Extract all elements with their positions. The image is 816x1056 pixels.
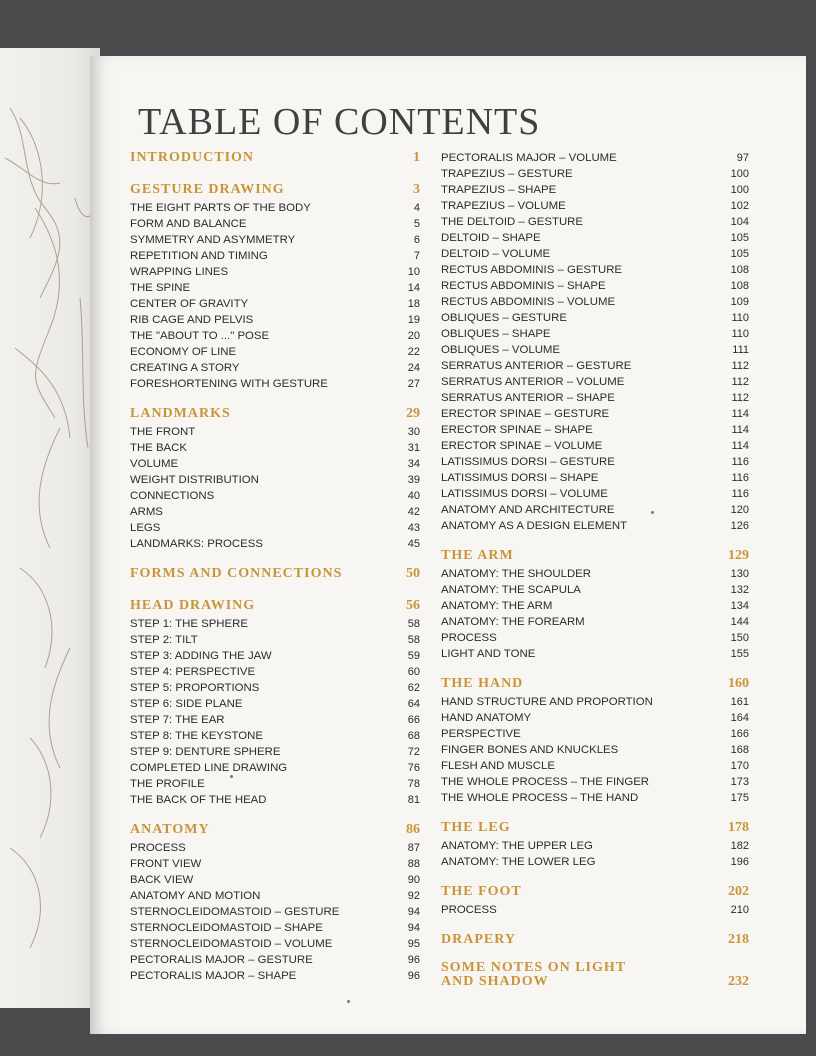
toc-entry[interactable]	[130, 344, 420, 360]
toc-entry-title: ERECTOR SPINAE – GESTURE	[441, 408, 610, 420]
toc-entry-title: PROCESS	[130, 842, 186, 854]
toc-entry-title: LATISSIMUS DORSI – GESTURE	[441, 456, 615, 468]
toc-section-heading[interactable]	[441, 960, 751, 992]
toc-entry-title: COMPLETED LINE DRAWING	[130, 762, 288, 774]
toc-page-number: 45	[407, 538, 420, 550]
toc-page-number: 78	[407, 778, 420, 790]
toc-entry[interactable]	[441, 262, 751, 278]
toc-entry[interactable]	[441, 614, 751, 630]
section-gap	[130, 552, 420, 562]
toc-entry-title: FRONT VIEW	[130, 858, 202, 870]
gesture-sketch-lines	[0, 48, 100, 1008]
toc-entry[interactable]	[130, 968, 420, 984]
page-title: TABLE OF CONTENTS	[138, 101, 541, 143]
toc-page-number: 112	[731, 392, 749, 404]
toc-entry-title: STEP 5: PROPORTIONS	[130, 682, 260, 694]
toc-page-number: 175	[730, 792, 749, 804]
toc-page-number: 178	[728, 820, 749, 835]
toc-page-number: 116	[731, 488, 749, 500]
toc-section-heading[interactable]	[130, 818, 420, 840]
toc-section-heading[interactable]	[130, 178, 420, 200]
toc-entry[interactable]	[130, 744, 420, 760]
toc-entry[interactable]	[130, 856, 420, 872]
toc-entry-title: GESTURE DRAWING	[130, 182, 285, 197]
toc-page-number: 109	[730, 296, 749, 308]
section-gap	[130, 808, 420, 818]
toc-page-number: 210	[730, 904, 749, 916]
toc-page-number: 111	[732, 344, 749, 356]
toc-entry-title: ANATOMY AND MOTION	[130, 890, 261, 902]
toc-page-number: 3	[413, 182, 420, 197]
toc-entry[interactable]	[441, 598, 751, 614]
toc-entry-title: HAND STRUCTURE AND PROPORTION	[441, 696, 653, 708]
toc-page-number: 102	[730, 200, 749, 212]
toc-entry[interactable]	[130, 440, 420, 456]
toc-entry[interactable]	[130, 264, 420, 280]
toc-entry[interactable]	[130, 328, 420, 344]
toc-entry[interactable]	[441, 582, 751, 598]
section-gap	[441, 806, 751, 816]
toc-entry[interactable]	[441, 902, 751, 918]
toc-page-number: 90	[407, 874, 420, 886]
toc-entry[interactable]	[130, 760, 420, 776]
toc-entry[interactable]	[130, 280, 420, 296]
toc-entry[interactable]	[130, 872, 420, 888]
toc-page-number: 114	[731, 408, 749, 420]
toc-page-number: 134	[730, 600, 749, 612]
toc-entry-title: STEP 3: ADDING THE JAW	[130, 650, 272, 662]
toc-page-number: 58	[407, 634, 420, 646]
toc-entry-title: TRAPEZIUS – VOLUME	[441, 200, 566, 212]
toc-entry-title: LATISSIMUS DORSI – SHAPE	[441, 472, 599, 484]
toc-entry[interactable]	[441, 518, 751, 534]
toc-entry[interactable]	[130, 376, 420, 392]
toc-entry-title: PECTORALIS MAJOR – VOLUME	[441, 152, 617, 164]
toc-entry-title: REPETITION AND TIMING	[130, 250, 268, 262]
toc-entry[interactable]	[441, 374, 751, 390]
toc-page-number: 29	[406, 406, 420, 421]
toc-page-number: 19	[407, 314, 420, 326]
toc-page-number: 164	[730, 712, 749, 724]
toc-page-number: 161	[730, 696, 749, 708]
toc-section-heading[interactable]	[441, 816, 751, 838]
toc-page-number: 42	[407, 506, 420, 518]
toc-entry-title: ANATOMY: THE LOWER LEG	[441, 856, 596, 868]
toc-entry-title: THE FOOT	[441, 884, 522, 899]
toc-page-number: 108	[730, 264, 749, 276]
toc-page-number: 110	[731, 328, 749, 340]
toc-entry-title: ERECTOR SPINAE – VOLUME	[441, 440, 603, 452]
toc-section-heading[interactable]	[441, 672, 751, 694]
toc-entry-title: SERRATUS ANTERIOR – VOLUME	[441, 376, 625, 388]
toc-page-number: 94	[407, 922, 420, 934]
toc-page-number: 60	[407, 666, 420, 678]
toc-entry[interactable]	[441, 342, 751, 358]
toc-page-number: 24	[407, 362, 420, 374]
toc-entry-title: THE "ABOUT TO ..." POSE	[130, 330, 270, 342]
toc-entry[interactable]	[441, 406, 751, 422]
toc-entry-title: THE ARM	[441, 548, 514, 563]
toc-entry-title: THE BACK OF THE HEAD	[130, 794, 267, 806]
toc-entry-title: STERNOCLEIDOMASTOID – GESTURE	[130, 906, 340, 918]
toc-page-number: 95	[407, 938, 420, 950]
toc-entry[interactable]	[441, 310, 751, 326]
toc-section-heading[interactable]	[130, 562, 420, 584]
toc-page-number: 126	[730, 520, 749, 532]
toc-page-number: 105	[730, 232, 749, 244]
toc-entry-title: LEGS	[130, 522, 161, 534]
section-gap	[130, 392, 420, 402]
toc-entry[interactable]	[441, 774, 751, 790]
toc-entry-title: DRAPERY	[441, 932, 516, 947]
toc-entry[interactable]	[130, 952, 420, 968]
toc-entry[interactable]	[441, 326, 751, 342]
toc-entry-title: SERRATUS ANTERIOR – SHAPE	[441, 392, 615, 404]
toc-page-number: 56	[406, 598, 420, 613]
toc-entry[interactable]	[441, 646, 751, 662]
toc-entry-title: STERNOCLEIDOMASTOID – VOLUME	[130, 938, 333, 950]
toc-entry-title: STEP 6: SIDE PLANE	[130, 698, 243, 710]
toc-entry-title: SYMMETRY AND ASYMMETRY	[130, 234, 296, 246]
toc-entry-title: THE SPINE	[130, 282, 191, 294]
toc-page-number: 64	[407, 698, 420, 710]
toc-section-heading[interactable]	[441, 928, 751, 950]
toc-page-number: 182	[730, 840, 749, 852]
toc-page-number: 105	[730, 248, 749, 260]
toc-entry-title: CONNECTIONS	[130, 490, 215, 502]
toc-entry[interactable]	[441, 854, 751, 870]
toc-page-number: 86	[406, 822, 420, 837]
section-gap	[441, 870, 751, 880]
toc-entry-title-line2: AND SHADOW	[441, 974, 549, 989]
toc-entry[interactable]	[130, 536, 420, 552]
toc-entry-title: ECONOMY OF LINE	[130, 346, 237, 358]
toc-page-number: 22	[407, 346, 420, 358]
toc-entry[interactable]	[441, 566, 751, 582]
section-gap	[441, 534, 751, 544]
toc-entry[interactable]	[130, 504, 420, 520]
toc-page-number: 88	[407, 858, 420, 870]
toc-entry[interactable]	[130, 232, 420, 248]
toc-section-heading[interactable]	[130, 594, 420, 616]
toc-entry-title: RECTUS ABDOMINIS – GESTURE	[441, 264, 623, 276]
toc-page-number: 130	[730, 568, 749, 580]
toc-entry-title: THE DELTOID – GESTURE	[441, 216, 583, 228]
toc-right-column	[441, 150, 751, 992]
toc-entry-title: HEAD DRAWING	[130, 598, 256, 613]
toc-entry-title: LIGHT AND TONE	[441, 648, 536, 660]
toc-entry[interactable]	[441, 358, 751, 374]
toc-entry-title: LATISSIMUS DORSI – VOLUME	[441, 488, 608, 500]
toc-entry-title: OBLIQUES – GESTURE	[441, 312, 567, 324]
toc-entry-title: HAND ANATOMY	[441, 712, 532, 724]
toc-entry[interactable]	[441, 294, 751, 310]
toc-entry[interactable]	[130, 632, 420, 648]
toc-page-number: 116	[731, 472, 749, 484]
toc-page-number: 94	[407, 906, 420, 918]
toc-entry-title: LANDMARKS: PROCESS	[130, 538, 263, 550]
toc-entry-title: PECTORALIS MAJOR – SHAPE	[130, 970, 297, 982]
toc-entry-title: ANATOMY	[130, 822, 210, 837]
toc-entry[interactable]	[441, 246, 751, 262]
toc-page-number: 96	[407, 970, 420, 982]
toc-page-number: 81	[407, 794, 420, 806]
toc-entry-title: CREATING A STORY	[130, 362, 240, 374]
toc-entry-title: ANATOMY: THE SCAPULA	[441, 584, 581, 596]
toc-entry[interactable]	[130, 248, 420, 264]
toc-entry[interactable]	[441, 422, 751, 438]
toc-entry-title: ANATOMY: THE FOREARM	[441, 616, 585, 628]
toc-page-number: 43	[407, 522, 420, 534]
toc-page-number: 30	[407, 426, 420, 438]
toc-entry[interactable]	[130, 360, 420, 376]
toc-entry-title: SOME NOTES ON LIGHT	[441, 960, 627, 975]
toc-page-number: 27	[407, 378, 420, 390]
toc-entry[interactable]	[130, 904, 420, 920]
toc-entry[interactable]	[130, 840, 420, 856]
toc-entry-title: BACK VIEW	[130, 874, 194, 886]
toc-entry-title: DELTOID – SHAPE	[441, 232, 541, 244]
toc-page-number: 31	[407, 442, 420, 454]
toc-entry-title: INTRODUCTION	[130, 150, 255, 165]
toc-entry[interactable]	[130, 456, 420, 472]
toc-entry-title: STEP 2: TILT	[130, 634, 198, 646]
toc-page-number: 39	[407, 474, 420, 486]
toc-entry[interactable]	[130, 216, 420, 232]
toc-entry-title: OBLIQUES – SHAPE	[441, 328, 551, 340]
toc-entry-title: PECTORALIS MAJOR – GESTURE	[130, 954, 313, 966]
toc-entry-title: OBLIQUES – VOLUME	[441, 344, 561, 356]
toc-entry-title: FORMS AND CONNECTIONS	[130, 566, 343, 581]
toc-entry[interactable]	[441, 502, 751, 518]
toc-entry[interactable]	[130, 648, 420, 664]
toc-entry[interactable]	[130, 200, 420, 216]
toc-entry-title: PROCESS	[441, 904, 497, 916]
toc-entry[interactable]	[441, 438, 751, 454]
toc-entry[interactable]	[130, 776, 420, 792]
toc-page-number: 170	[730, 760, 749, 772]
toc-entry-title: STEP 9: DENTURE SPHERE	[130, 746, 281, 758]
toc-entry[interactable]	[130, 312, 420, 328]
toc-entry-title: PROCESS	[441, 632, 497, 644]
toc-entry[interactable]	[130, 424, 420, 440]
toc-page-number: 112	[731, 360, 749, 372]
toc-page-number: 68	[407, 730, 420, 742]
toc-entry[interactable]	[441, 470, 751, 486]
toc-page-number: 6	[413, 234, 420, 246]
toc-entry[interactable]	[441, 486, 751, 502]
facing-page-sketch	[0, 48, 100, 1008]
toc-entry-title: ANATOMY: THE SHOULDER	[441, 568, 592, 580]
toc-entry[interactable]	[441, 390, 751, 406]
toc-page-number: 232	[728, 974, 749, 989]
section-gap	[441, 918, 751, 928]
toc-page-number: 76	[407, 762, 420, 774]
toc-entry-title: STEP 1: THE SPHERE	[130, 618, 248, 630]
toc-entry[interactable]	[441, 230, 751, 246]
section-gap	[441, 662, 751, 672]
toc-entry[interactable]	[441, 726, 751, 742]
toc-entry[interactable]	[130, 696, 420, 712]
toc-page-number: 150	[730, 632, 749, 644]
toc-entry-title: THE PROFILE	[130, 778, 205, 790]
toc-entry[interactable]	[130, 936, 420, 952]
toc-entry[interactable]	[130, 520, 420, 536]
toc-entry[interactable]	[130, 616, 420, 632]
toc-entry-title: ANATOMY AS A DESIGN ELEMENT	[441, 520, 628, 532]
section-gap	[441, 950, 751, 960]
toc-page-number: 72	[407, 746, 420, 758]
toc-entry[interactable]	[441, 454, 751, 470]
toc-entry[interactable]	[441, 214, 751, 230]
toc-entry[interactable]	[441, 166, 751, 182]
toc-entry[interactable]	[130, 472, 420, 488]
toc-entry-title: ANATOMY: THE ARM	[441, 600, 553, 612]
toc-page-number: 108	[730, 280, 749, 292]
toc-page-number: 5	[413, 218, 420, 230]
toc-page-number: 104	[730, 216, 749, 228]
toc-entry-title: THE LEG	[441, 820, 511, 835]
toc-entry-title: TRAPEZIUS – SHAPE	[441, 184, 557, 196]
speck	[230, 775, 233, 778]
toc-page-number: 196	[730, 856, 749, 868]
toc-entry[interactable]	[441, 198, 751, 214]
toc-page-number: 66	[407, 714, 420, 726]
toc-page-number: 62	[407, 682, 420, 694]
toc-page-number: 173	[730, 776, 749, 788]
toc-page-number: 92	[407, 890, 420, 902]
toc-entry[interactable]	[441, 790, 751, 806]
toc-page-number: 100	[730, 184, 749, 196]
toc-entry-title: VOLUME	[130, 458, 179, 470]
toc-entry-title: WRAPPING LINES	[130, 266, 229, 278]
toc-page-number: 120	[730, 504, 749, 516]
toc-entry[interactable]	[441, 742, 751, 758]
toc-page-number: 87	[407, 842, 420, 854]
toc-entry-title: FORM AND BALANCE	[130, 218, 247, 230]
toc-entry[interactable]	[130, 712, 420, 728]
toc-entry-title: ARMS	[130, 506, 163, 518]
toc-entry[interactable]	[130, 488, 420, 504]
toc-entry-title: FORESHORTENING WITH GESTURE	[130, 378, 328, 390]
toc-entry[interactable]	[130, 664, 420, 680]
toc-entry-title: FINGER BONES AND KNUCKLES	[441, 744, 619, 756]
toc-entry-title: THE EIGHT PARTS OF THE BODY	[130, 202, 311, 214]
toc-entry-title: SERRATUS ANTERIOR – GESTURE	[441, 360, 632, 372]
toc-entry-title: LANDMARKS	[130, 406, 231, 421]
toc-page-number: 155	[730, 648, 749, 660]
toc-entry-title: STEP 8: THE KEYSTONE	[130, 730, 263, 742]
toc-entry[interactable]	[441, 150, 751, 166]
toc-page-number: 132	[730, 584, 749, 596]
toc-page-number: 166	[730, 728, 749, 740]
speck	[347, 1000, 350, 1003]
toc-section-heading[interactable]	[441, 544, 751, 566]
toc-entry[interactable]	[130, 888, 420, 904]
toc-section-heading[interactable]	[441, 880, 751, 902]
toc-section-heading[interactable]	[130, 402, 420, 424]
toc-page-number: 202	[728, 884, 749, 899]
toc-entry-title: THE WHOLE PROCESS – THE FINGER	[441, 776, 650, 788]
toc-entry-title: STERNOCLEIDOMASTOID – SHAPE	[130, 922, 323, 934]
toc-entry[interactable]	[130, 920, 420, 936]
toc-page-number: 100	[730, 168, 749, 180]
toc-page-number: 110	[731, 312, 749, 324]
toc-entry[interactable]	[130, 680, 420, 696]
toc-page-number: 116	[731, 456, 749, 468]
toc-page-number: 14	[407, 282, 420, 294]
toc-page-number: 96	[407, 954, 420, 966]
toc-page-number: 112	[731, 376, 749, 388]
toc-entry-title: ERECTOR SPINAE – SHAPE	[441, 424, 593, 436]
toc-entry[interactable]	[441, 694, 751, 710]
toc-entry-title: RIB CAGE AND PELVIS	[130, 314, 254, 326]
toc-entry-title: THE BACK	[130, 442, 187, 454]
toc-entry[interactable]	[441, 710, 751, 726]
toc-page-number: 4	[413, 202, 420, 214]
toc-entry-title: PERSPECTIVE	[441, 728, 521, 740]
toc-entry-title: STEP 7: THE EAR	[130, 714, 225, 726]
toc-entry[interactable]	[130, 728, 420, 744]
toc-entry[interactable]	[130, 792, 420, 808]
toc-entry[interactable]	[441, 278, 751, 294]
toc-page-number: 1	[413, 150, 420, 165]
toc-entry-title: STEP 4: PERSPECTIVE	[130, 666, 256, 678]
toc-page-number: 34	[407, 458, 420, 470]
toc-entry-title: ANATOMY: THE UPPER LEG	[441, 840, 593, 852]
toc-page-number: 218	[728, 932, 749, 947]
toc-entry[interactable]	[130, 296, 420, 312]
toc-entry-title: FLESH AND MUSCLE	[441, 760, 555, 772]
toc-entry-title: RECTUS ABDOMINIS – SHAPE	[441, 280, 606, 292]
toc-page-number: 168	[730, 744, 749, 756]
toc-entry-title: TRAPEZIUS – GESTURE	[441, 168, 573, 180]
toc-entry-title: THE WHOLE PROCESS – THE HAND	[441, 792, 639, 804]
toc-entry[interactable]	[441, 182, 751, 198]
section-gap	[130, 584, 420, 594]
toc-page-number: 97	[736, 152, 749, 164]
toc-left-column	[130, 146, 420, 984]
section-gap	[130, 168, 420, 178]
toc-page-number: 160	[728, 676, 749, 691]
toc-page-number: 10	[407, 266, 420, 278]
speck	[651, 511, 654, 514]
toc-page-number: 59	[407, 650, 420, 662]
toc-section-heading[interactable]	[130, 146, 420, 168]
toc-entry-title: ANATOMY AND ARCHITECTURE	[441, 504, 615, 516]
toc-entry-title: THE HAND	[441, 676, 524, 691]
toc-entry-title: WEIGHT DISTRIBUTION	[130, 474, 259, 486]
toc-entry-title: CENTER OF GRAVITY	[130, 298, 249, 310]
toc-entry-title: DELTOID – VOLUME	[441, 248, 551, 260]
toc-page-number: 40	[407, 490, 420, 502]
toc-page-number: 50	[406, 566, 420, 581]
toc-page-number: 20	[407, 330, 420, 342]
toc-page-number: 114	[731, 424, 749, 436]
toc-entry[interactable]	[441, 758, 751, 774]
toc-page-number: 144	[730, 616, 749, 628]
toc-entry[interactable]	[441, 838, 751, 854]
toc-page-number: 58	[407, 618, 420, 630]
toc-entry[interactable]	[441, 630, 751, 646]
toc-entry-title: THE FRONT	[130, 426, 196, 438]
toc-page-number: 18	[407, 298, 420, 310]
toc-page-number: 129	[728, 548, 749, 563]
toc-page-number: 114	[731, 440, 749, 452]
toc-entry-title: RECTUS ABDOMINIS – VOLUME	[441, 296, 616, 308]
toc-page-number: 7	[413, 250, 420, 262]
